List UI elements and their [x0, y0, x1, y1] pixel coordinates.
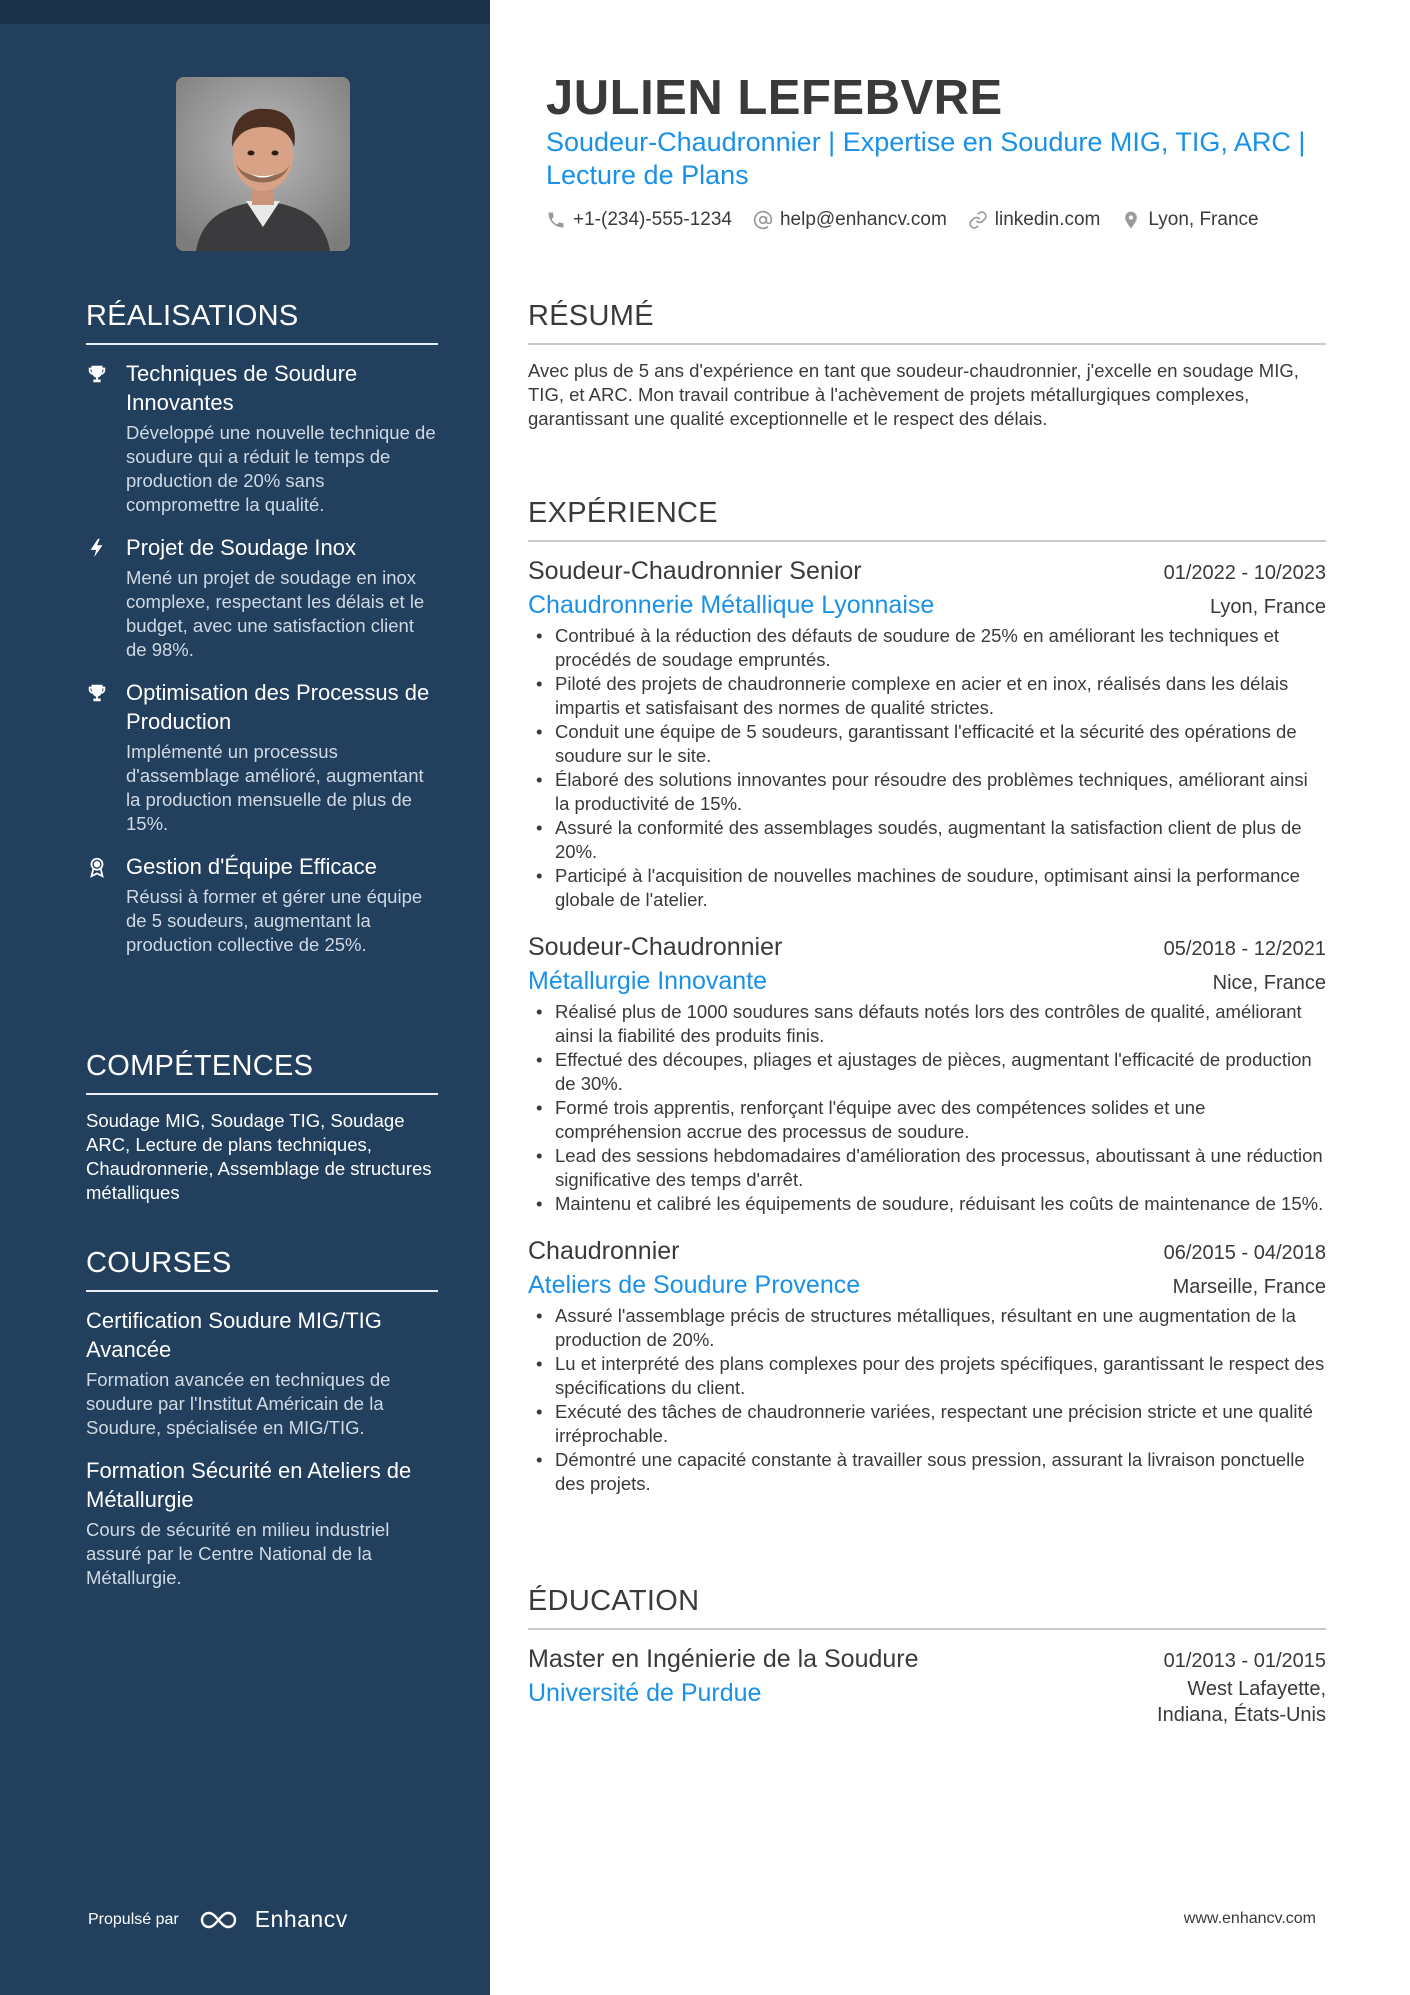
link-icon — [968, 210, 988, 230]
job-entry — [528, 930, 1326, 1216]
avatar — [176, 77, 350, 251]
trophy-icon — [86, 682, 108, 704]
education-title: ÉDUCATION — [528, 1585, 1326, 1630]
contact-linkedin[interactable] — [968, 209, 1101, 231]
headline: Soudeur-Chaudronnier | Expertise en Soudure MIG, TIG, ARC | Lecture de Plans — [546, 127, 1306, 190]
job-location: Lyon, France — [1210, 596, 1326, 618]
education-dates: 01/2013 - 01/2015 — [1163, 1650, 1326, 1672]
achievement-title: Gestion d'Équipe Efficace — [126, 854, 377, 879]
achievement-desc: Mené un projet de soudage en inox complexe, respectant les délais et le budget, avec une satisfaction client de 98%. — [126, 567, 425, 660]
job-bullet: • Exécuté des tâches de chaudronnerie variées, respectant une précision stricte et une qualité irréprochable. — [528, 1400, 1326, 1448]
sidebar — [0, 0, 490, 1995]
job-dates: 06/2015 - 04/2018 — [1163, 1242, 1326, 1264]
job-location: Nice, France — [1212, 972, 1326, 994]
job-company[interactable]: Chaudronnerie Métallique Lyonnaise — [528, 591, 935, 619]
lightning-icon — [86, 537, 108, 559]
achievement-title: Techniques de Soudure Innovantes — [126, 361, 358, 415]
job-dates: 05/2018 - 12/2021 — [1163, 938, 1326, 960]
job-company[interactable]: Métallurgie Innovante — [528, 967, 768, 995]
job-company[interactable]: Ateliers de Soudure Provence — [528, 1271, 861, 1299]
job-bullet: • Assuré l'assemblage précis de structures métalliques, résultant en une augmentation de la production de 20%. — [528, 1304, 1326, 1352]
job-bullets — [528, 1000, 1326, 1216]
brand-name: Enhancv — [254, 1906, 348, 1932]
achievement-desc: Développé une nouvelle technique de soudure qui a réduit le temps de production de 20% sans compromettre la qualité. — [126, 422, 436, 515]
course-title: Certification Soudure MIG/TIG Avancée — [86, 1308, 382, 1362]
phone-icon — [546, 210, 566, 230]
location-pin-icon — [1121, 210, 1141, 230]
contact-location — [1121, 209, 1258, 231]
job-bullet: • Formé trois apprentis, renforçant l'équipe avec des compétences solides et une compréhension accrue des processus de soudure. — [528, 1096, 1326, 1144]
powered-label: Propulsé par — [88, 1910, 179, 1928]
school-name[interactable]: Université de Purdue — [528, 1679, 762, 1707]
job-title: Soudeur-Chaudronnier — [528, 933, 783, 961]
achievements-title: RÉALISATIONS — [86, 300, 438, 345]
job-location: Marseille, France — [1172, 1276, 1326, 1298]
sidebar-top-bar — [0, 0, 490, 24]
achievement-desc: Implémenté un processus d'assemblage amélioré, augmentant la production mensuelle de plus de 15%. — [126, 741, 424, 834]
skills-title: COMPÉTENCES — [86, 1050, 438, 1095]
contact-email[interactable] — [753, 209, 947, 231]
summary-text: Avec plus de 5 ans d'expérience en tant que soudeur-chaudronnier, j'excelle en soudage MIG, TIG, et ARC. Mon travail contribue à l'achèvement de projets métallurgiques complexes, garantissant une qualité exceptionnelle et le respect des délais. — [528, 360, 1299, 429]
skills-text: Soudage MIG, Soudage TIG, Soudage ARC, Lecture de plans techniques, Chaudronnerie, Assemblage de structures métalliques — [86, 1110, 432, 1203]
job-bullets — [528, 1304, 1326, 1496]
job-bullets — [528, 624, 1326, 912]
courses-section — [86, 1247, 438, 1590]
website-link[interactable]: www.enhancv.com — [1183, 1910, 1316, 1927]
experience-title: EXPÉRIENCE — [528, 497, 1326, 542]
course-desc: Formation avancée en techniques de soudure par l'Institut Américain de la Soudure, spécialisée en MIG/TIG. — [86, 1369, 391, 1438]
job-bullet: • Lu et interprété des plans complexes pour des projets spécifiques, garantissant le respect des spécifications du client. — [528, 1352, 1326, 1400]
achievement-desc: Réussi à former et gérer une équipe de 5 soudeurs, augmentant la production collective de 25%. — [126, 886, 423, 955]
courses-title: COURSES — [86, 1247, 438, 1292]
achievement-item — [86, 533, 438, 662]
achievement-item — [86, 678, 438, 836]
job-entry — [528, 1234, 1326, 1496]
enhancv-logo[interactable] — [199, 1906, 348, 1933]
experience-section — [528, 497, 1326, 1496]
powered-by — [88, 1906, 348, 1933]
candidate-name: JULIEN LEFEBVRE — [546, 71, 1003, 125]
job-dates: 01/2022 - 10/2023 — [1163, 562, 1326, 584]
achievements-section — [86, 300, 438, 957]
linkedin-text: linkedin.com — [994, 209, 1101, 230]
infinity-logo-icon — [199, 1909, 245, 1931]
achievement-item — [86, 359, 438, 517]
email-text: help@enhancv.com — [779, 209, 947, 230]
job-title: Soudeur-Chaudronnier Senior — [528, 557, 862, 585]
achievement-title: Optimisation des Processus de Production — [126, 680, 430, 734]
job-title: Chaudronnier — [528, 1237, 680, 1265]
job-entry — [528, 554, 1326, 912]
course-item — [86, 1306, 438, 1440]
avatar-photo — [176, 77, 350, 251]
school-location — [1157, 1676, 1326, 1728]
job-bullet: • Effectué des découpes, pliages et ajustages de pièces, augmentant l'efficacité de production de 30%. — [528, 1048, 1326, 1096]
summary-title: RÉSUMÉ — [528, 300, 1326, 345]
job-bullet: • Piloté des projets de chaudronnerie complexe en acier et en inox, réalisés dans les délais impartis et satisfaisant des normes de qualité strictes. — [528, 672, 1326, 720]
job-bullet: • Réalisé plus de 1000 soudures sans défauts notés lors des contrôles de qualité, améliorant ainsi la fiabilité des produits finis. — [528, 1000, 1326, 1048]
job-bullet: • Maintenu et calibré les équipements de soudure, réduisant les coûts de maintenance de 15%. — [528, 1192, 1326, 1216]
job-bullet: • Élaboré des solutions innovantes pour résoudre des problèmes techniques, améliorant ainsi la productivité de 15%. — [528, 768, 1326, 816]
skills-section — [86, 1050, 438, 1205]
course-desc: Cours de sécurité en milieu industriel assuré par le Centre National de la Métallurgie. — [86, 1519, 390, 1588]
course-item — [86, 1456, 438, 1590]
course-title: Formation Sécurité en Ateliers de Métallurgie — [86, 1458, 412, 1512]
job-bullet: • Contribué à la réduction des défauts de soudure de 25% en améliorant les techniques et procédés de soudage empruntés. — [528, 624, 1326, 672]
trophy-icon — [86, 363, 108, 385]
job-bullet: • Participé à l'acquisition de nouvelles machines de soudure, optimisant ainsi la performance globale de l'atelier. — [528, 864, 1326, 912]
job-bullet: • Assuré la conformité des assemblages soudés, augmentant la satisfaction client de plus de 20%. — [528, 816, 1326, 864]
school-location-line1: West Lafayette, — [1187, 1678, 1326, 1700]
degree-title: Master en Ingénierie de la Soudure — [528, 1645, 919, 1673]
job-bullet: • Démontré une capacité constante à travailler sous pression, assurant la livraison ponctuelle des projets. — [528, 1448, 1326, 1496]
contact-phone[interactable] — [546, 209, 732, 231]
job-bullet: • Lead des sessions hebdomadaires d'amélioration des processus, aboutissant à une réduction significative des temps d'arrêt. — [528, 1144, 1326, 1192]
achievement-item — [86, 852, 438, 957]
at-icon — [753, 210, 773, 230]
education-section — [528, 1585, 1326, 1728]
contact-bar — [546, 209, 1280, 231]
summary-section — [528, 300, 1326, 431]
award-medal-icon — [86, 856, 108, 878]
location-text: Lyon, France — [1148, 209, 1259, 230]
achievement-title: Projet de Soudage Inox — [126, 535, 356, 560]
school-location-line2: Indiana, États-Unis — [1157, 1704, 1326, 1726]
phone-text: +1-(234)-555-1234 — [573, 209, 732, 230]
education-entry — [528, 1642, 1326, 1728]
job-bullet: • Conduit une équipe de 5 soudeurs, garantissant l'efficacité et la sécurité des opérations de soudure sur le site. — [528, 720, 1326, 768]
